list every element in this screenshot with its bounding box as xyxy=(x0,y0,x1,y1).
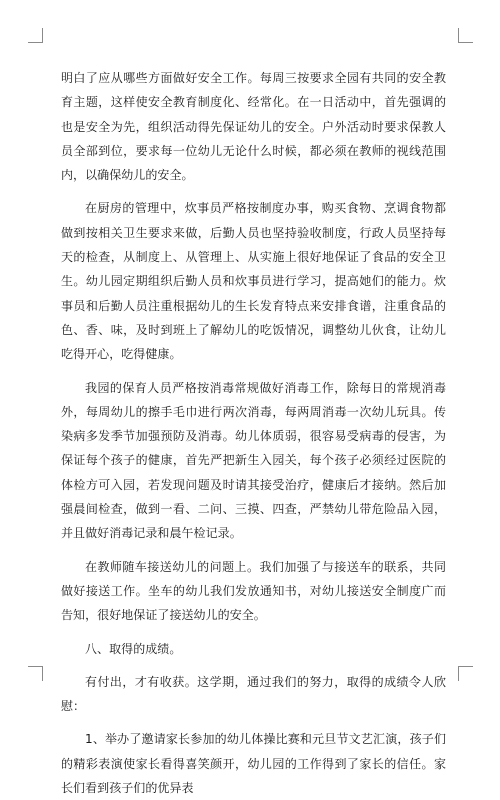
document-body xyxy=(61,66,446,800)
paragraph-achievements-intro: 有付出，才有收获。这学期，通过我们的努力，取得的成绩令人欣慰： xyxy=(61,674,446,714)
paragraph-safety-education: 明白了应从哪些方面做好安全工作。每周三按要求全园有共同的安全教育主题，这样使安全教育制度化、经常化。在一日活动中，首先强调的也是安全为先，组织活动得先保证幼儿的安全。户外活动时要求保教人员全部到位，要求每一位幼儿无论什么时候，都必须在教师的视线范围内，以确保幼儿的安全。 xyxy=(61,71,446,183)
crop-mark-top-right xyxy=(458,28,473,43)
paragraph-achievement-1: 1、举办了邀请家长参加的幼儿体操比赛和元旦节文艺汇演，孩子们的精彩表演使家长看得喜笑颜开，幼儿园的工作得到了家长的信任。家长们看到孩子们的优异表 xyxy=(61,732,446,796)
paragraph-disinfection: 我园的保育人员严格按消毒常规做好消毒工作，除每日的常规消毒外，每周幼儿的擦手毛巾进行两次消毒，每两周消毒一次幼儿玩具。传染病多发季节加强预防及消毒。幼儿体质弱，很容易受病毒的侵害，为保证每个孩子的健康，首先严把新生入园关，每个孩子必须经过医院的体检方可入园，若发现问题及时请其接受治疗，健康后才接纳。然后加强晨间检查，做到一看、二问、三摸、四查，严禁幼儿带危险品入园，并且做好消毒记录和晨午检记录。 xyxy=(61,380,446,541)
section-heading-achievements: 八、取得的成绩。 xyxy=(85,641,182,656)
crop-mark-top-left xyxy=(28,28,43,43)
paragraph-kitchen-management: 在厨房的管理中，炊事员严格按制度办事，购买食物、烹调食物都做到按相关卫生要求来做，后勤人员也坚持验收制度，行政人员坚持每天的检查，从制度上、从管理上、从实施上很好地保证了食品的安全卫生。幼儿园定期组织后勤人员和炊事员进行学习，提高她们的能力。炊事员和后勤人员注重根据幼儿的生长发育特点来安排食谱，注重食品的色、香、味，及时到班上了解幼儿的吃饭情况，调整幼儿伙食，让幼儿吃得开心，吃得健康。 xyxy=(61,201,446,362)
crop-mark-bottom-right xyxy=(458,666,473,681)
crop-mark-bottom-left xyxy=(28,666,43,681)
paragraph-shuttle-bus: 在教师随车接送幼儿的问题上。我们加强了与接送车的联系，共同做好接送工作。坐车的幼儿我们发放通知书，对幼儿接送安全制度广而告知，很好地保证了接送幼儿的安全。 xyxy=(61,559,446,623)
